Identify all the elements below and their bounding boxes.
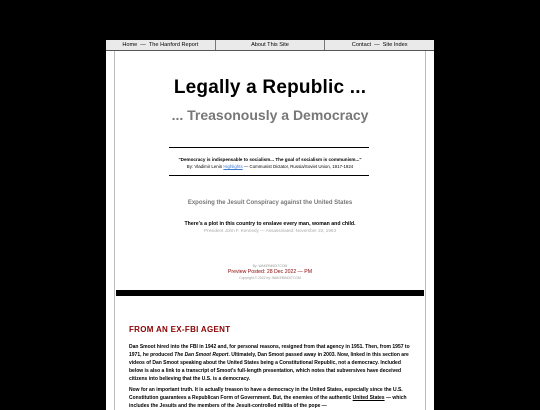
quote-attrib-suffix: — Communist Dictator, Russia/Soviet Union, 1917-1924 — [243, 164, 354, 169]
quote-attribution — [115, 164, 425, 169]
nav-cell-about — [216, 40, 326, 50]
nav-cell-contact — [325, 40, 434, 50]
p2-text-b: United States — [352, 395, 385, 401]
paragraph-2 — [129, 386, 411, 410]
lenin-quote: "Democracy is indispensable to socialism... The goal of socialism is communism..." — [178, 157, 362, 162]
nav-separator: — — [140, 42, 146, 48]
divider-bottom — [169, 175, 369, 176]
black-divider-bar — [116, 290, 424, 296]
page-subtitle: ... Treasonously a Democracy — [171, 107, 369, 123]
top-nav — [106, 40, 434, 51]
nav-link-about[interactable]: About This Site — [251, 42, 289, 48]
highlights-link[interactable]: Highlights — [223, 164, 243, 169]
posted-date: Preview Posted: 28 Dec 2022 — PM — [227, 269, 313, 275]
quote-attrib-prefix: By: Vladimir Lenin — [186, 164, 223, 169]
kennedy-attribution: President John F. Kennedy — Assassinated: November 22, 1963 — [203, 228, 337, 233]
nav-cell-home — [106, 40, 216, 50]
copyright: Copyright © 2022 by: WAKEBINDITCOM — [239, 276, 301, 280]
divider-top — [169, 147, 369, 148]
paragraph-1 — [129, 343, 411, 383]
p2-text-c: — which includes the Jesuits and the members of the Jesuit-controlled militia of the pope — — [129, 395, 407, 409]
nav-separator: — — [374, 42, 380, 48]
p1-report-title: The Dan Smoot Report — [174, 352, 229, 358]
p1-text-a: Dan Smoot hired into the FBI in 1942 and, for personal reasons, resigned from that agency in 1951. Then, from 1957 to 1971, he produced — [129, 344, 410, 358]
nav-link-site-index[interactable]: Site Index — [382, 42, 408, 48]
nav-link-home[interactable]: Home — [122, 42, 138, 48]
nav-link-contact[interactable]: Contact — [351, 42, 372, 48]
nav-link-hanford-report[interactable]: The Hanford Report — [148, 42, 199, 48]
expose-heading: Exposing the Jesuit Conspiracy against the United States — [187, 200, 353, 206]
page-title: Legally a Republic ... — [173, 77, 367, 98]
kennedy-quote: There's a plot in this country to enslave every man, woman and child. — [184, 221, 356, 227]
section-title: FROM AN EX-FBI AGENT — [129, 325, 231, 334]
p1-text-b: . Ultimately, Dan Smoot passed away in 2003. Now, linked in this section are videos of Dan Smoot speaking about the United States being a Constitutional Republic, not a democracy. Included below is also a link to a transcript of Smoot's full-length presentation, which notes that subversives have deceived citizens into believing that the U.S. is a democracy. — [129, 352, 409, 382]
p2-text-a: Now for an important truth. It is actually treason to have a democracy in the United States, especially since the U.S. Constitution guarantees a Republican Form of Government. But, the enemies of the authentic — [129, 387, 403, 401]
by-line: By: WAKEBINDITCOM — [252, 264, 288, 268]
